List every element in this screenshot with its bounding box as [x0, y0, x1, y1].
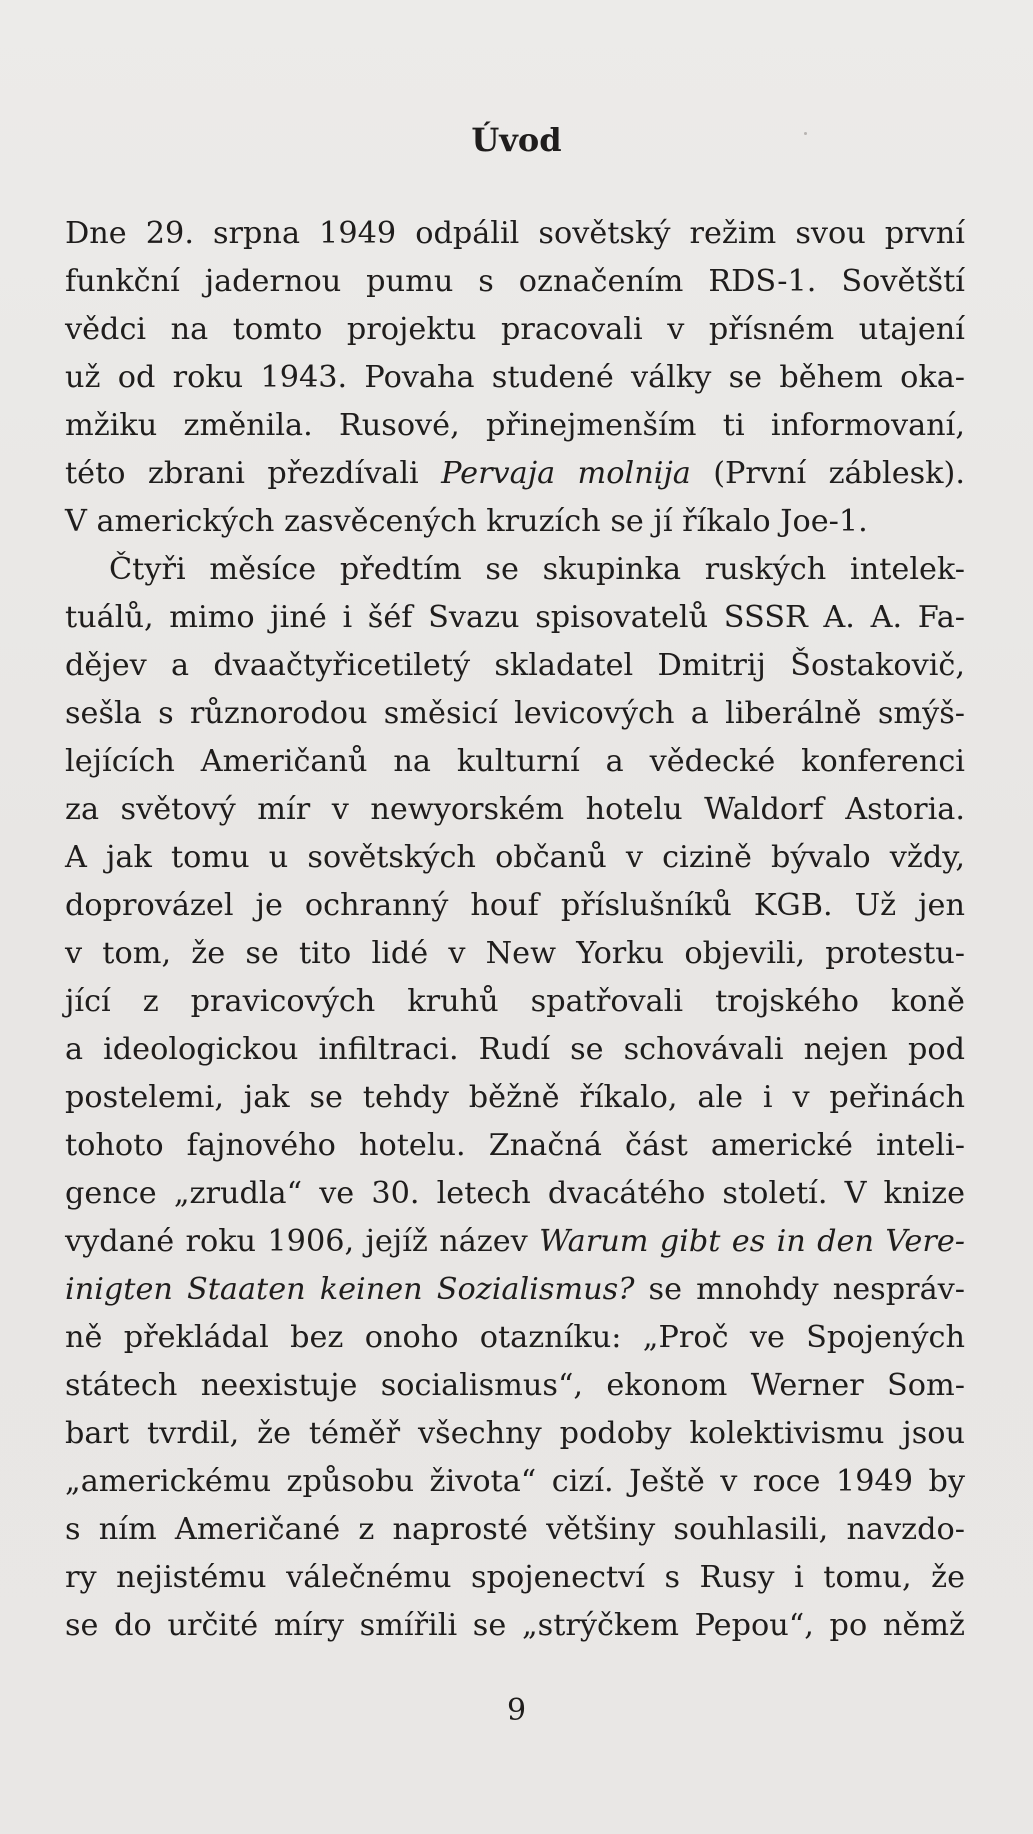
text-line: se do určité míry smířili se „strýčkem Pepou“, po němž [65, 1608, 965, 1643]
text-line [65, 1218, 965, 1266]
text-line: doprovázel je ochranný houf příslušníků KGB. Už jen [65, 888, 965, 923]
body-text [65, 210, 965, 1650]
text-line: gence „zrudla“ ve 30. letech dvacátého století. V knize [65, 1176, 965, 1211]
italic-book-title: Warum gibt es in den Vere- [539, 1224, 965, 1259]
text-line [65, 450, 965, 498]
italic-book-title: inigten Staaten keinen Sozialismus? [65, 1272, 635, 1307]
page-number: 9 [506, 1693, 527, 1728]
text-line: postelemi, jak se tehdy běžně říkalo, ale i v peřinách [65, 1080, 965, 1115]
italic-term: Pervaja molnija [441, 456, 691, 491]
text-line: lejících Američanů na kulturní a vědecké konferenci [65, 744, 965, 779]
text-line: funkční jadernou pumu s označením RDS-1. Sovětští [65, 264, 965, 299]
text-run: (První záblesk). [690, 456, 965, 491]
text-run: se mnohdy nespráv- [634, 1272, 965, 1307]
text-line: Čtyři měsíce předtím se skupinka ruských intelek- [109, 552, 965, 587]
text-line: dějev a dvaačtyřicetiletý skladatel Dmitrij Šostakovič, [65, 648, 965, 683]
text-line: a ideologickou infiltraci. Rudí se schovávali nejen pod [65, 1032, 965, 1067]
text-line: tuálů, mimo jiné i šéf Svazu spisovatelů SSSR A. A. Fa- [65, 600, 965, 635]
text-line: V amerických zasvěcených kruzích se jí říkalo Joe-1. [65, 504, 868, 539]
text-line: ry nejistému válečnému spojenectví s Rusy i tomu, že [65, 1560, 965, 1595]
text-line: bart tvrdil, že téměř všechny podoby kolektivismu jsou [65, 1416, 965, 1451]
text-line: mžiku změnila. Rusové, přinejmenším ti informovaní, [65, 408, 965, 443]
text-run: této zbrani přezdívali [65, 456, 442, 491]
text-line: „americkému způsobu života“ cizí. Ještě v roce 1949 by [65, 1464, 965, 1499]
text-line: tohoto fajnového hotelu. Značná část americké inteli- [65, 1128, 965, 1163]
text-line [65, 1266, 965, 1314]
text-line: ně překládal bez onoho otazníku: „Proč ve Spojených [65, 1320, 965, 1355]
text-line: Dne 29. srpna 1949 odpálil sovětský režim svou první [65, 216, 965, 251]
text-line: jící z pravicových kruhů spatřovali trojského koně [65, 984, 965, 1019]
text-line: A jak tomu u sovětských občanů v cizině bývalo vždy, [65, 840, 965, 875]
text-line: sešla s různorodou směsicí levicových a liberálně smýš- [65, 696, 965, 731]
text-line: v tom, že se tito lidé v New Yorku objevili, protestu- [65, 936, 965, 971]
chapter-title: Úvod [471, 121, 562, 159]
text-line: za světový mír v newyorském hotelu Waldorf Astoria. [65, 792, 965, 827]
text-run: vydané roku 1906, jejíž název [65, 1224, 540, 1259]
text-line: s ním Američané z naprosté většiny souhlasili, navzdo- [65, 1512, 965, 1547]
text-line: státech neexistuje socialismus“, ekonom Werner Som- [65, 1368, 965, 1403]
text-line: už od roku 1943. Povaha studené války se během oka- [65, 360, 965, 395]
text-line: vědci na tomto projektu pracovali v přísném utajení [65, 312, 965, 347]
